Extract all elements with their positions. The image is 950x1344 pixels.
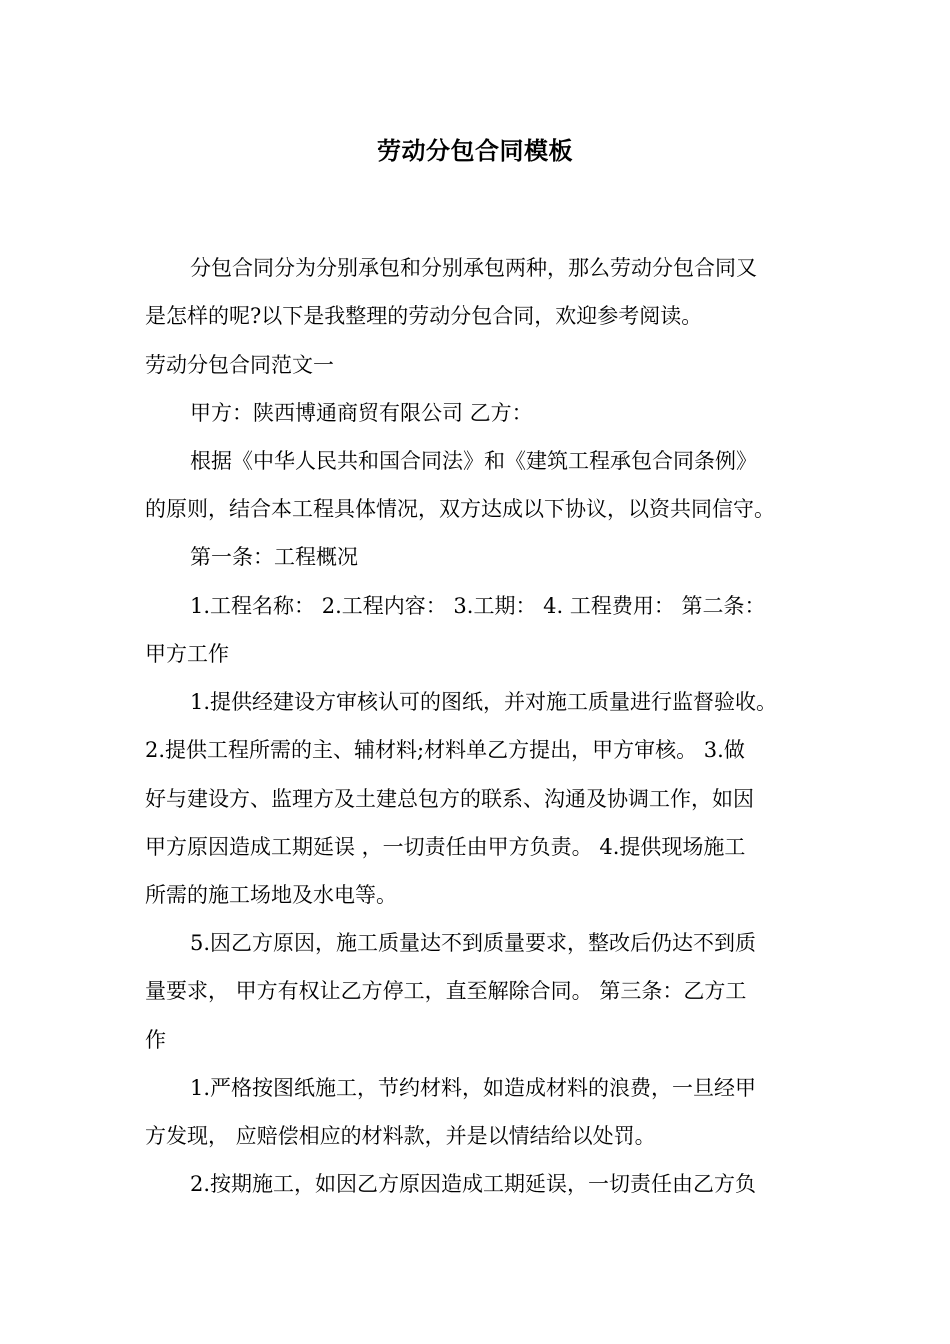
text-line: 2.提供工程所需的主、辅材料;材料单乙方提出，甲方审核。 3.做 (145, 738, 745, 762)
text-line: 根据《中华人民共和国合同法》和《建筑工程承包合同条例》 (190, 449, 757, 473)
text-line: 是怎样的呢?以下是我整理的劳动分包合同，欢迎参考阅读。 (145, 304, 703, 328)
text-line: 甲方工作 (145, 642, 229, 666)
text-line: 1.严格按图纸施工，节约材料，如造成材料的浪费，一旦经甲 (190, 1076, 757, 1100)
clause-heading: 第一条：工程概况 (190, 545, 358, 569)
text-line: 方发现， 应赔偿相应的材料款，并是以情结给以处罚。 (145, 1124, 656, 1148)
text-line: 甲方：陕西博通商贸有限公司 乙方： (190, 401, 533, 425)
text-line: 1.提供经建设方审核认可的图纸，并对施工质量进行监督验收。 (190, 690, 778, 714)
text-line: 量要求， 甲方有权让乙方停工，直至解除合同。 第三条：乙方工 (145, 979, 747, 1003)
section-heading: 劳动分包合同范文一 (145, 353, 334, 377)
text-line: 5.因乙方原因，施工质量达不到质量要求，整改后仍达不到质 (190, 931, 757, 955)
text-line: 的原则，结合本工程具体情况，双方达成以下协议，以资共同信守。 (145, 497, 775, 521)
text-line: 分包合同分为分别承包和分别承包两种，那么劳动分包合同又 (190, 256, 757, 280)
document-title: 劳动分包合同模板 (377, 137, 573, 165)
text-line: 所需的施工场地及水电等。 (145, 883, 397, 907)
text-line: 甲方原因造成工期延误 ，一切责任由甲方负责。 4.提供现场施工 (145, 835, 746, 859)
text-line: 1.工程名称： 2.工程内容： 3.工期： 4. 工程费用： 第二条： (190, 594, 766, 618)
text-line: 好与建设方、监理方及土建总包方的联系、沟通及协调工作，如因 (145, 787, 754, 811)
text-line: 作 (145, 1028, 166, 1052)
text-line: 2.按期施工，如因乙方原因造成工期延误，一切责任由乙方负 (190, 1172, 757, 1196)
